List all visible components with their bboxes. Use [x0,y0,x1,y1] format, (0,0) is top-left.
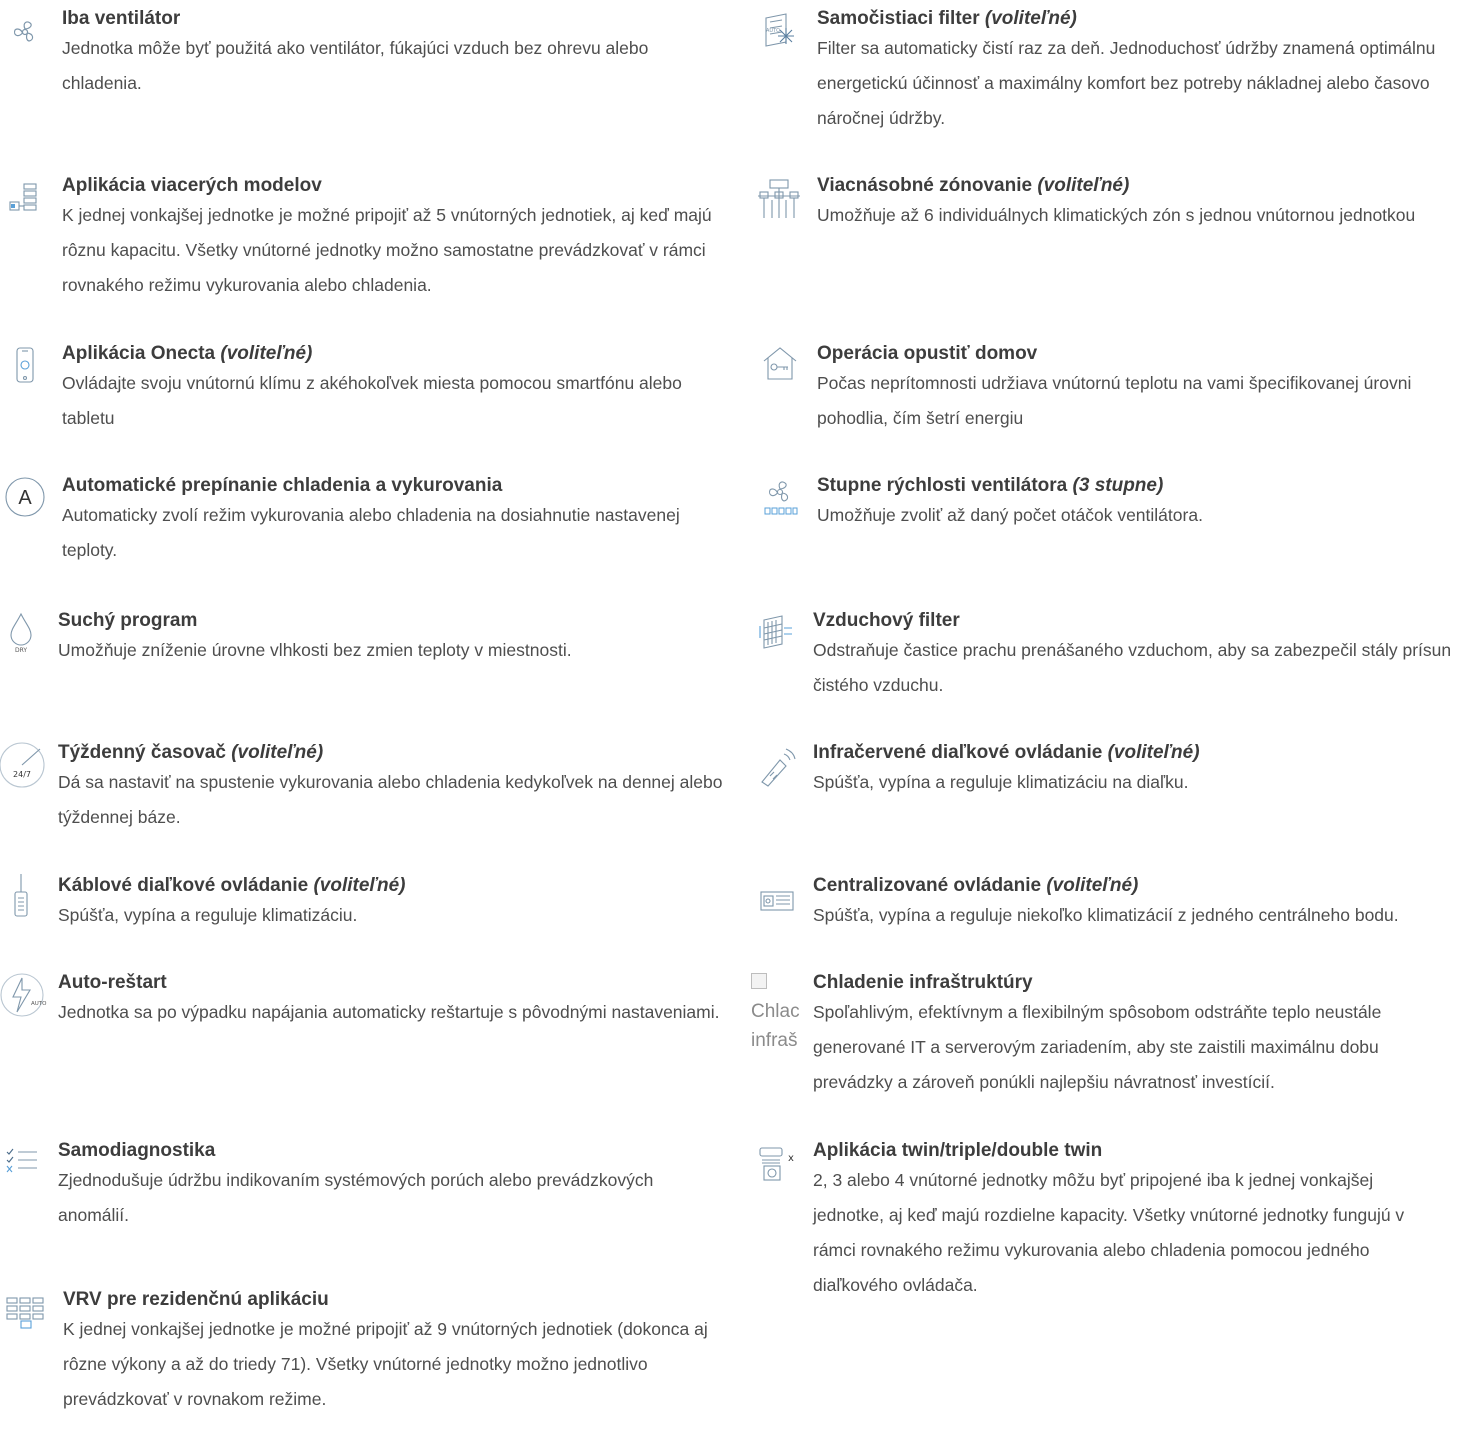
wired-remote-icon [12,874,30,918]
feature-title: Stupne rýchlosti ventilátora [817,475,1068,496]
feature-title: Viacnásobné zónovanie [817,175,1033,196]
feature-description: Ovládajte svoju vnútornú klímu z akéhokoľvek miesta pomocou smartfónu alebo tabletu [62,373,682,428]
feature-title: Aplikácia twin/triple/double twin [813,1140,1103,1161]
feature-description: Umožňuje zníženie úrovne vlhkosti bez zmien teploty v miestnosti. [58,640,572,660]
feature-description: Dá sa nastaviť na spustenie vykurovania alebo chladenia kedykoľvek na dennej alebo týždennej báze. [58,772,723,827]
feature-title: Auto-reštart [58,972,167,993]
feature-title: Iba ventilátor [62,8,181,29]
svg-text:AUTO: AUTO [31,1001,47,1007]
feature-title: Samodiagnostika [58,1140,216,1161]
feature-optional-label: (voliteľné) [313,875,406,896]
feature-optional-label: (voliteľné) [1046,875,1139,896]
feature-optional-label: (3 stupne) [1072,475,1164,496]
feature-title: Chladenie infraštruktúry [813,972,1033,993]
feature-description: Spoľahlivým, efektívnym a flexibilným spôsobom odstráňte teplo neustále generované IT a serverovým zariadením, aby ste zaistili maximálnu dobu prevádzky a zároveň ponúkli najlepšiu návratnosť investícií. [813,1002,1382,1092]
feature-description: Automaticky zvolí režim vykurovania alebo chladenia na dosiahnutie nastavenej teploty. [62,505,680,560]
fan-icon [10,18,40,46]
feature-title: Centralizované ovládanie [813,875,1042,896]
feature-title: Aplikácia viacerých modelov [62,175,322,196]
feature-optional-label: (voliteľné) [984,8,1077,29]
air-filter-icon [758,614,794,650]
feature-description: Počas neprítomnosti udržiava vnútornú teplotu na vami špecifikovanej úrovni pohodlia, čím šetrí energiu [817,373,1412,428]
svg-text:A: A [18,487,32,509]
feature-description: Jednotka sa po výpadku napájania automaticky reštartuje s pôvodnými nastaveniami. [58,1002,720,1022]
feature-description: Odstraňuje častice prachu prenášaného vzduchom, aby sa zabezpečil stály prísun čistého vzduchu. [813,640,1452,695]
svg-text:AUTO: AUTO [766,28,781,34]
feature-description: Jednotka môže byť použitá ako ventilátor, fúkajúci vzduch bez ohrevu alebo chladenia. [62,38,649,93]
svg-text:24/7: 24/7 [13,770,31,779]
feature-optional-label: (voliteľné) [220,343,313,364]
infrared-remote-icon [756,746,796,786]
feature-title: Suchý program [58,610,198,631]
feature-description: Spúšťa, vypína a reguluje niekoľko klimatizácií z jedného centrálneho bodu. [813,905,1399,925]
vrv-residential-icon [6,1296,46,1330]
feature-optional-label: (voliteľné) [231,742,324,763]
fan-speed-icon [762,478,798,516]
feature-description: Zjednodušuje údržbu indikovaním systémových porúch alebo prevádzkových anomálií. [58,1170,654,1225]
twin-application-icon [758,1146,798,1182]
self-cleaning-filter-icon [762,12,798,48]
feature-description: Umožňuje zvoliť až daný počet otáčok ventilátora. [817,505,1203,525]
feature-description: Spúšťa, vypína a reguluje klimatizáciu. [58,905,358,925]
feature-title: Aplikácia Onecta [62,343,216,364]
self-diagnosis-icon [6,1148,38,1176]
auto-mode-icon [4,476,46,518]
feature-description: 2, 3 alebo 4 vnútorné jednotky môžu byť pripojené iba k jednej vonkajšej jednotke, aj keď majú rozdielne kapacity. Všetky vnútorné jednotky fungujú v rámci rovnakého režimu vykurovania alebo chladenia pomocou jedného diaľkového ovládača. [813,1170,1405,1295]
multi-model-icon [8,182,40,212]
dry-program-icon [8,612,34,652]
feature-title: Infračervené diaľkové ovládanie [813,742,1103,763]
feature-description: K jednej vonkajšej jednotke je možné pripojiť až 9 vnútorných jednotiek (dokonca aj rôzne výkony a až do triedy 71). Všetky vnútorné jednotky možno jednotlivo prevádzkovať v rovnakom režime. [63,1319,708,1409]
image-alt-text: Chlac [751,1001,800,1022]
feature-optional-label: (voliteľné) [1037,175,1130,196]
feature-title: Týždenný časovač [58,742,226,763]
multi-zoning-icon [756,178,802,220]
svg-text:DRY: DRY [14,647,28,654]
feature-title: Automatické prepínanie chladenia a vykurovania [62,475,503,496]
centralized-control-icon [760,888,794,912]
feature-description: Umožňuje až 6 individuálnych klimatických zón s jednou vnútornou jednotkou [817,205,1416,225]
image-alt-text: infrаš [751,1030,798,1051]
home-leave-icon [762,345,798,381]
feature-description: Filter sa automaticky čistí raz za deň. Jednoduchosť údržby znamená optimálnu energetickú účinnosť a maximálny komfort bez potreby nákladnej alebo časovo náročnej údržby. [817,38,1436,128]
feature-title: Vzduchový filter [813,610,960,631]
smartphone-app-icon [15,347,35,383]
feature-title: VRV pre rezidenčnú aplikáciu [63,1289,329,1310]
feature-optional-label: (voliteľné) [1107,742,1200,763]
feature-description: K jednej vonkajšej jednotke je možné pripojiť až 5 vnútorných jednotiek, aj keď majú rôznu kapacitu. Všetky vnútorné jednotky možno samostatne prevádzkovať v rámci rovnakého režimu vykurovania alebo chladenia. [62,205,712,295]
broken-image-icon [751,968,803,1055]
weekly-timer-icon [0,741,46,789]
feature-title: Samočistiaci filter [817,8,980,29]
auto-restart-icon [0,972,46,1018]
feature-title: Káblové diaľkové ovládanie [58,875,309,896]
feature-description: Spúšťa, vypína a reguluje klimatizáciu na diaľku. [813,772,1189,792]
feature-title: Operácia opustiť domov [817,343,1038,364]
svg-text:x: x [788,1153,794,1164]
